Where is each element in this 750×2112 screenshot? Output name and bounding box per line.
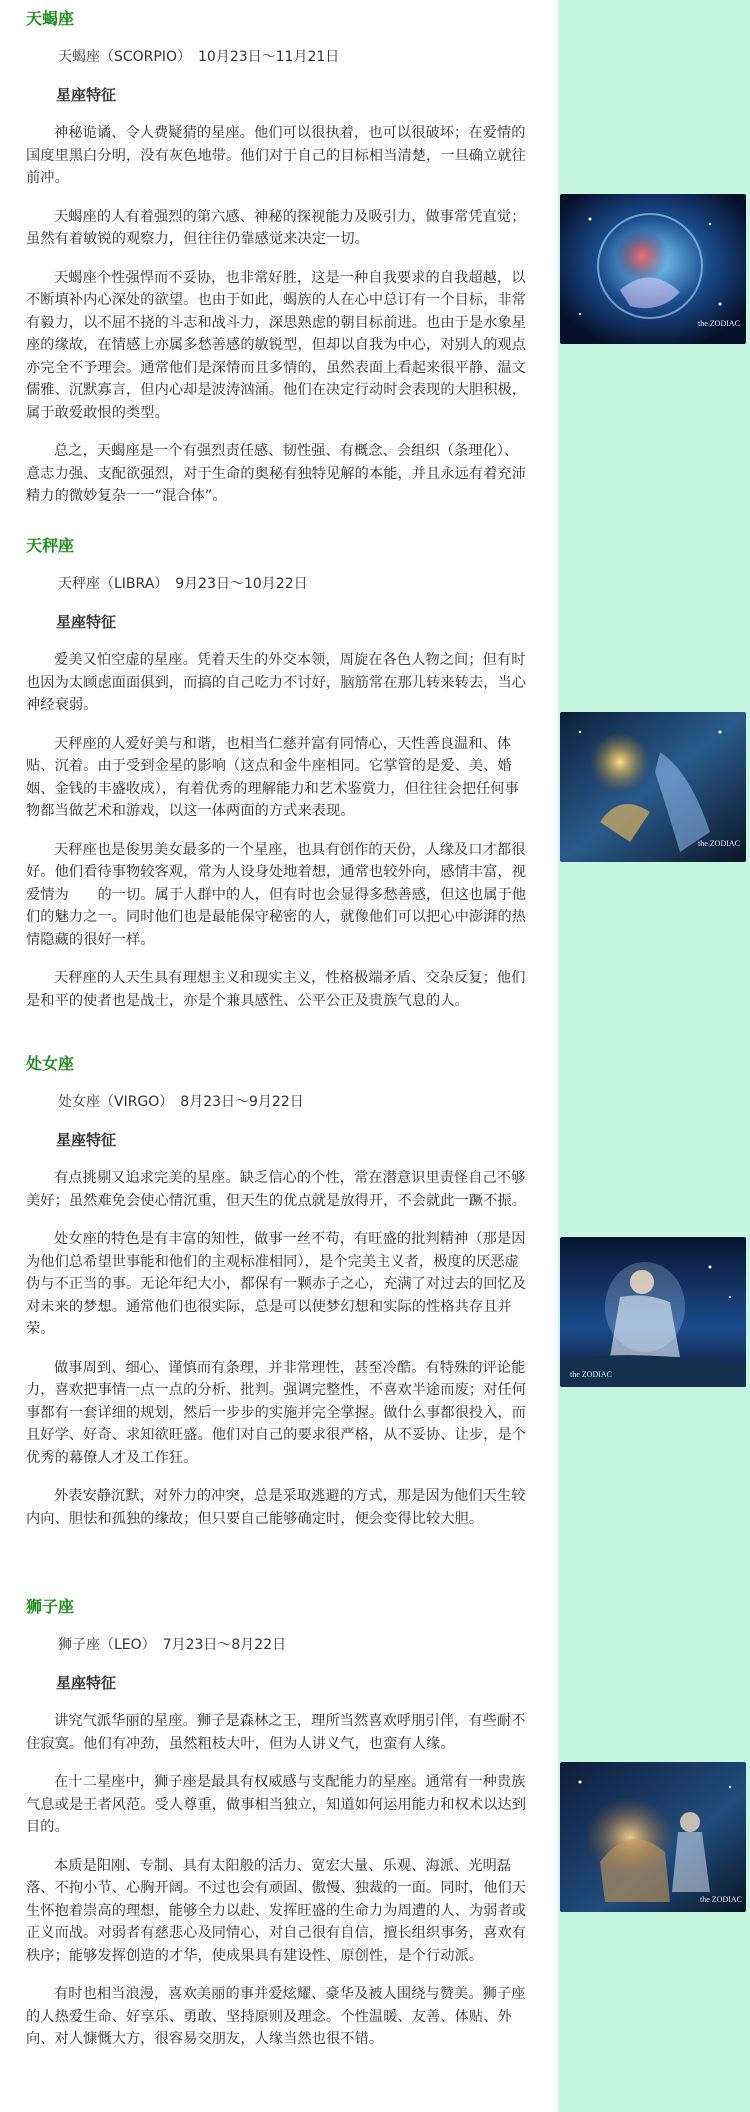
feature-heading: 星座特征 [56, 613, 117, 631]
sign-title: 天蝎座 [26, 9, 75, 28]
sign-title: 天秤座 [26, 536, 75, 555]
sign-section-libra [0, 535, 558, 1012]
paragraph: 天秤座的人天生具有理想主义和现实主义，性格极端矛盾、交杂反复；他们是和平的使者也是战士，亦是个兼具感性、公平公正及贵族气息的人。 [26, 970, 526, 1009]
sign-title: 处女座 [26, 1054, 75, 1073]
virgo-illustration [560, 1237, 746, 1387]
sign-dates: 天蝎座（SCORPIO） 10月23日～11月21日 [58, 49, 340, 65]
sign-dates: 狮子座（LEO） 7月23日～8月22日 [58, 1637, 287, 1653]
sign-section-scorpio [0, 8, 558, 508]
image-caption: the ZODIAC [700, 1895, 742, 1904]
paragraph: 爱美又怕空虚的星座。凭着天生的外交本领，周旋在各色人物之间；但有时也因为太顾虑面面俱到，而搞的自己吃力不讨好，脑筋常在那儿转来转去，当心神经衰弱。 [26, 652, 527, 713]
paragraph: 在十二星座中，狮子座是最具有权威感与支配能力的星座。通常有一种贵族气息或是王者风范。受人尊重，做事相当独立，知道如何运用能力和权术以达到目的。 [26, 1774, 527, 1835]
libra-illustration [560, 712, 746, 862]
paragraph: 做事周到、细心、谨慎而有条理，并非常理性，甚至冷酷。有特殊的评论能力，喜欢把事情一点一点的分析、批判。强调完整性，不喜欢半途而废；对任何事都有一套详细的规划，然后一步步的实施并完全掌握。做什么事都很投入，而且好学、好奇、求知欲旺盛。他们对自己的要求很严格，从不妥协、让步，是个优秀的幕僚人才及工作狂。 [26, 1359, 527, 1466]
sign-title: 狮子座 [26, 1597, 75, 1616]
feature-heading: 星座特征 [56, 1131, 117, 1149]
image-caption: the ZODIAC [570, 1370, 612, 1379]
feature-heading: 星座特征 [56, 1674, 117, 1692]
paragraph: 本质是阳刚、专制、具有太阳般的活力、宽宏大量、乐观、海派、光明磊落、不拘小节、心胸开阔。不过也会有顽固、傲慢、独裁的一面。同时，他们天生怀抱着崇高的理想，能够全力以赴、发挥旺盛的生命力为周遭的人、为弱者或正义而战。对弱者有慈悲心及同情心，对自己很有自信，擅长组织事务，喜欢有秩序；能够发挥创造的才华，使成果具有建设性、原创性，是个行动派。 [26, 1857, 527, 1964]
paragraph: 有点挑剔又追求完美的星座。缺乏信心的个性，常在潜意识里责怪自己不够美好；虽然难免会使心情沉重，但天生的优点就是放得开，不会就此一蹶不振。 [26, 1170, 527, 1209]
sign-section-virgo [0, 1053, 558, 1530]
paragraph: 外表安静沉默，对外力的冲突，总是采取逃避的方式，那是因为他们天生较内向、胆怯和孤独的缘故；但只要自己能够确定时，便会变得比较大胆。 [26, 1488, 526, 1527]
paragraph: 神秘诡谲、令人费疑猜的星座。他们可以很执着，也可以很破坏；在爱情的国度里黑白分明，没有灰色地带。他们对于自己的目标相当清楚，一旦确立就往前冲。 [26, 125, 527, 186]
paragraph: 天秤座也是俊男美女最多的一个星座，也具有创作的天份，人缘及口才都很好。他们看待事物较客观，常为人设身处地着想，通常也较外向，感情丰富，视爱情为 的一切。属于人群中的人，但有时也会显得多愁善感，但这也属于他们的魅力之一。同时他们也是最能保守秘密的人，就像他们可以把心中澎湃的热情隐藏的很好一样。 [26, 841, 527, 948]
paragraph: 有时也相当浪漫，喜欢美丽的事并爱炫耀、豪华及被人围绕与赞美。狮子座的人热爱生命、好享乐、勇敢、坚持原则及理念。个性温暖、友善、体贴、外向、对人慷慨大方，很容易交朋友，人缘当然也很不错。 [26, 1986, 526, 2047]
image-caption: the ZODIAC [698, 319, 740, 328]
paragraph: 处女座的特色是有丰富的知性，做事一丝不苟，有旺盛的批判精神（那是因为他们总希望世事能和他们的主观标准相同），是个完美主义者，极度的厌恶虚伪与不正当的事。无论年纪大小，都保有一颗赤子之心，充满了对过去的回忆及对未来的梦想。通常他们也很实际，总是可以使梦幻想和实际的性格共存且并荣。 [26, 1231, 527, 1337]
sign-dates: 天秤座（LIBRA） 9月23日～10月22日 [58, 576, 308, 592]
image-caption: the ZODIAC [698, 839, 740, 848]
scorpio-illustration [560, 194, 746, 344]
sign-dates: 处女座（VIRGO） 8月23日～9月22日 [58, 1094, 304, 1110]
sign-section-leo [0, 1596, 558, 2051]
paragraph: 天秤座的人爱好美与和谐，也相当仁慈并富有同情心，天性善良温和、体贴、沉着。由于受到金星的影响（这点和金牛座相同。它掌管的是爱、美、婚姻、金钱的丰盛收成），有着优秀的理解能力和艺术鉴赏力，但往往会把任何事物都当做艺术和游戏，以这一体两面的方式来表现。 [26, 735, 519, 819]
paragraph: 天蝎座个性强悍而不妥协，也非常好胜，这是一种自我要求的自我超越，以不断填补内心深处的欲望。也由于如此，蝎族的人在心中总订有一个目标，非常有毅力，以不屈不挠的斗志和战斗力，深思熟虑的朝目标前进。也由于是水象星座的缘故，在情感上亦属多愁善感的敏锐型，但却以自我为中心，对别人的观点亦完全不予理会。通常他们是深情而且多情的，虽然表面上看起来很平静、温文儒雅、沉默寡言，但内心却是波涛汹涌。他们在决定行动时会表现的大胆积极，属于敢爱敢恨的类型。 [26, 269, 527, 421]
leo-illustration [560, 1762, 746, 1912]
feature-heading: 星座特征 [56, 86, 117, 104]
paragraph: 天蝎座的人有着强烈的第六感、神秘的探视能力及吸引力，做事常凭直觉；虽然有着敏锐的观察力，但往往仍靠感觉来决定一切。 [26, 208, 526, 247]
paragraph: 讲究气派华丽的星座。狮子是森林之王，理所当然喜欢呼朋引伴，有些耐不住寂寞。他们有冲劲，虽然粗枝大叶，但为人讲义气，也蛮有人缘。 [26, 1713, 526, 1752]
paragraph: 总之，天蝎座是一个有强烈责任感、韧性强、有概念、会组织（条理化）、意志力强、支配欲强烈，对于生命的奥秘有独特见解的本能，并且永远有着充沛精力的微妙复杂一一“混合体”。 [26, 443, 527, 504]
